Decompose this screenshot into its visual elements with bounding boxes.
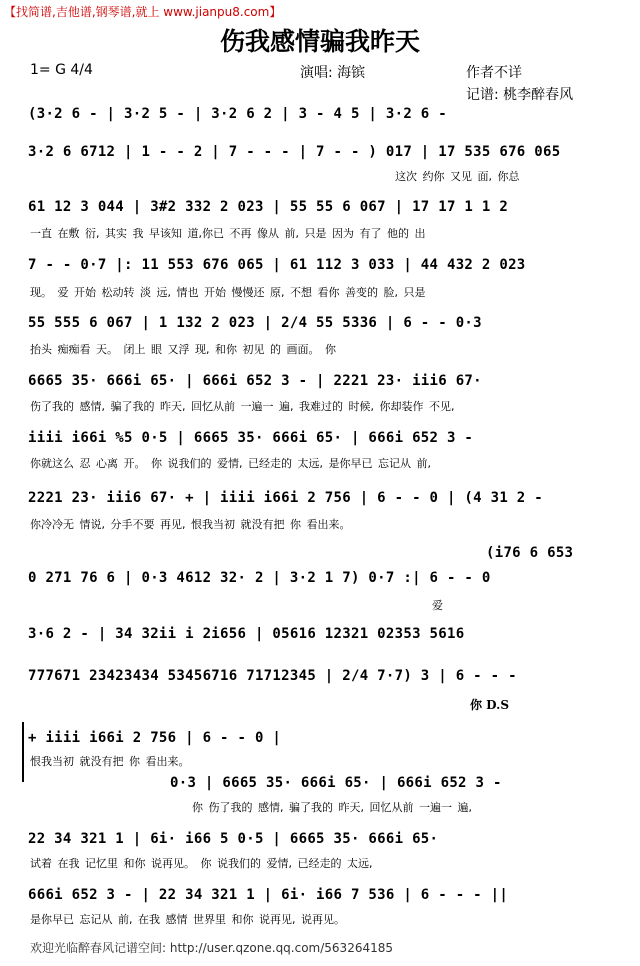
score-line-14: 0·3 | 6665 35· 666i 65· | 666i 652 3 -: [170, 775, 502, 791]
lyrics-line-5: 抬头 痴痴看 天。 闭上 眼 又浮 现, 和你 初见 的 画面。 你: [30, 343, 336, 356]
score-line-1: (3·2 6 - | 3·2 5 - | 3·2 6 2 | 3 - 4 5 | 3·2 6 -: [28, 106, 447, 122]
key-signature: 1= G 4/4: [30, 62, 93, 78]
score-line-10: 0 271 76 6 | 0·3 4612 32· 2 | 3·2 1 7) 0·7 :| 6 - - 0: [28, 570, 491, 586]
score-line-4: 7 - - 0·7 |: 11 553 676 065 | 61 112 3 033 | 44 432 2 023: [28, 257, 526, 273]
lyrics-line-7: 你就这么 忍 心离 开。 你 说我们的 爱情, 已经走的 太远, 是你早已 忘记从 前,: [30, 457, 431, 470]
repeat-bracket: [22, 722, 24, 782]
score-line-13: + iiii i66i 2 756 | 6 - - 0 |: [28, 730, 282, 746]
lyrics-line-3: 一直 在敷 衍, 其实 我 早该知 道,你已 不再 像从 前, 只是 因为 有了 他的 出: [30, 227, 426, 240]
lyrics-line-4: 现。 爱 开始 松动转 淡 远, 情也 开始 慢慢还 原, 不想 看你 善变的 脸, 只是: [30, 286, 426, 299]
score-line-2: 3·2 6 6712 | 1 - - 2 | 7 - - - | 7 - - ) 017 | 17 535 676 065: [28, 144, 561, 160]
recorder-credit: 记谱: 桃李醉春风: [466, 87, 574, 103]
lyrics-line-14: 你 伤了我的 感情, 骗了我的 昨天, 回忆从前 一遍一 遍,: [192, 801, 472, 814]
score-line-12: 777671 23423434 53456716 71712345 | 2/4 7·7) 3 | 6 - - -: [28, 668, 517, 684]
score-line-6: 6665 35· 666i 65· | 666i 652 3 - | 2221 23· iii6 67·: [28, 373, 482, 389]
song-title: 伤我感情骗我昨天: [219, 27, 420, 56]
singer-credit: 演唱: 海镔: [300, 65, 366, 81]
lyrics-line-8: 你冷冷无 情说, 分手不要 再见, 恨我当初 就没有把 你 看出来。: [30, 518, 351, 531]
score-line-9: (i76 6 653: [486, 545, 574, 561]
score-line-7: iiii i66i %5 0·5 | 6665 35· 666i 65· | 666i 652 3 -: [28, 430, 474, 446]
lyrics-line-10: 爱: [432, 599, 443, 612]
lyrics-line-2: 这次 约你 又见 面, 你总: [395, 170, 520, 183]
lyrics-line-16: 是你早已 忘记从 前, 在我 感情 世界里 和你 说再见, 说再见。: [30, 913, 345, 926]
score-line-8: 2221 23· iii6 67· + | iiii i66i 2 756 | 6 - - 0 | (4 31 2 -: [28, 490, 543, 506]
lyrics-line-13: 恨我当初 就没有把 你 看出来。: [30, 755, 190, 768]
ds-mark: 你 D.S: [470, 698, 510, 712]
score-line-5: 55 555 6 067 | 1 132 2 023 | 2/4 55 5336 | 6 - - 0·3: [28, 315, 482, 331]
lyrics-line-15: 试着 在我 记忆里 和你 说再见。 你 说我们的 爱情, 已经走的 太远,: [30, 857, 373, 870]
score-line-11: 3·6 2 - | 34 32ii i 2i656 | 05616 12321 02353 5616: [28, 626, 465, 642]
score-line-15: 22 34 321 1 | 6i· i66 5 0·5 | 6665 35· 666i 65·: [28, 831, 439, 847]
score-line-16: 666i 652 3 - | 22 34 321 1 | 6i· i66 7 536 | 6 - - - ||: [28, 887, 509, 903]
author-credit: 作者不详: [466, 65, 522, 81]
lyrics-line-6: 伤了我的 感情, 骗了我的 昨天, 回忆从前 一遍一 遍, 我难过的 时候, 你却装作 不见,: [30, 400, 455, 413]
site-banner: 【找简谱,吉他谱,钢琴谱,就上 www.jianpu8.com】: [4, 5, 282, 19]
score-line-3: 61 12 3 044 | 3#2 332 2 023 | 55 55 6 067 | 17 17 1 1 2: [28, 199, 509, 215]
footer-link-text: 欢迎光临醉春风记谱空间: http://user.qzone.qq.com/563264185: [30, 941, 394, 955]
